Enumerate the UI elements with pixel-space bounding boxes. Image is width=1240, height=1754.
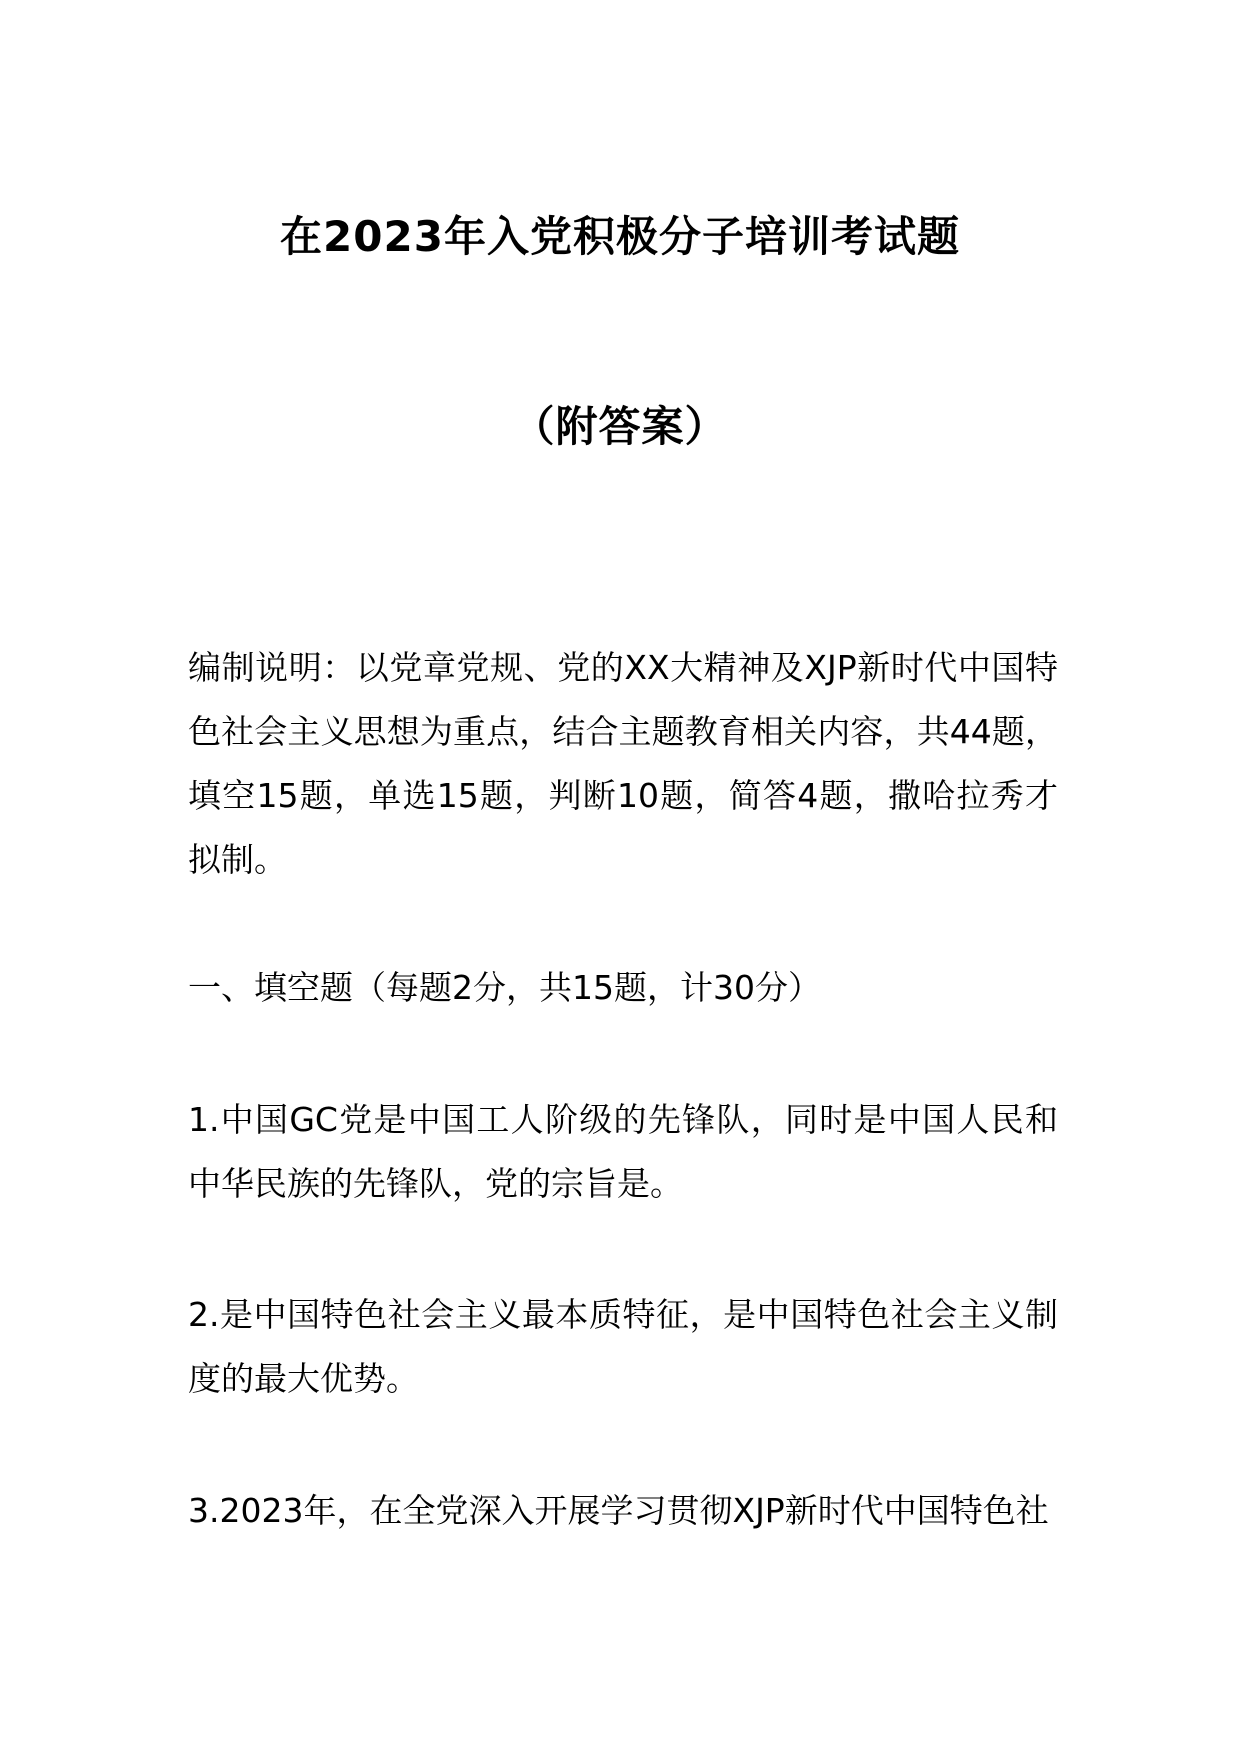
question-3: 3.2023年，在全党深入开展学习贯彻XJP新时代中国特色社	[188, 1491, 1049, 1530]
document-title: 在2023年入党积极分子培训考试题	[280, 212, 960, 261]
document-subtitle: （附答案）	[512, 402, 728, 451]
compilation-note: 编制说明：以党章党规、党的XX大精神及XJP新时代中国特色社会主义思想为重点，结合主题教育相关内容，共44题，填空15题，单选15题，判断10题，简答4题，撒哈拉秀才拟制。	[188, 648, 1058, 879]
question-1: 1.中国GC党是中国工人阶级的先锋队，同时是中国人民和中华民族的先锋队，党的宗旨是。	[188, 1100, 1058, 1203]
question-2: 2.是中国特色社会主义最本质特征，是中国特色社会主义制度的最大优势。	[188, 1295, 1058, 1398]
section-heading-fill-in-blank: 一、填空题（每题2分，共15题，计30分）	[188, 968, 821, 1007]
